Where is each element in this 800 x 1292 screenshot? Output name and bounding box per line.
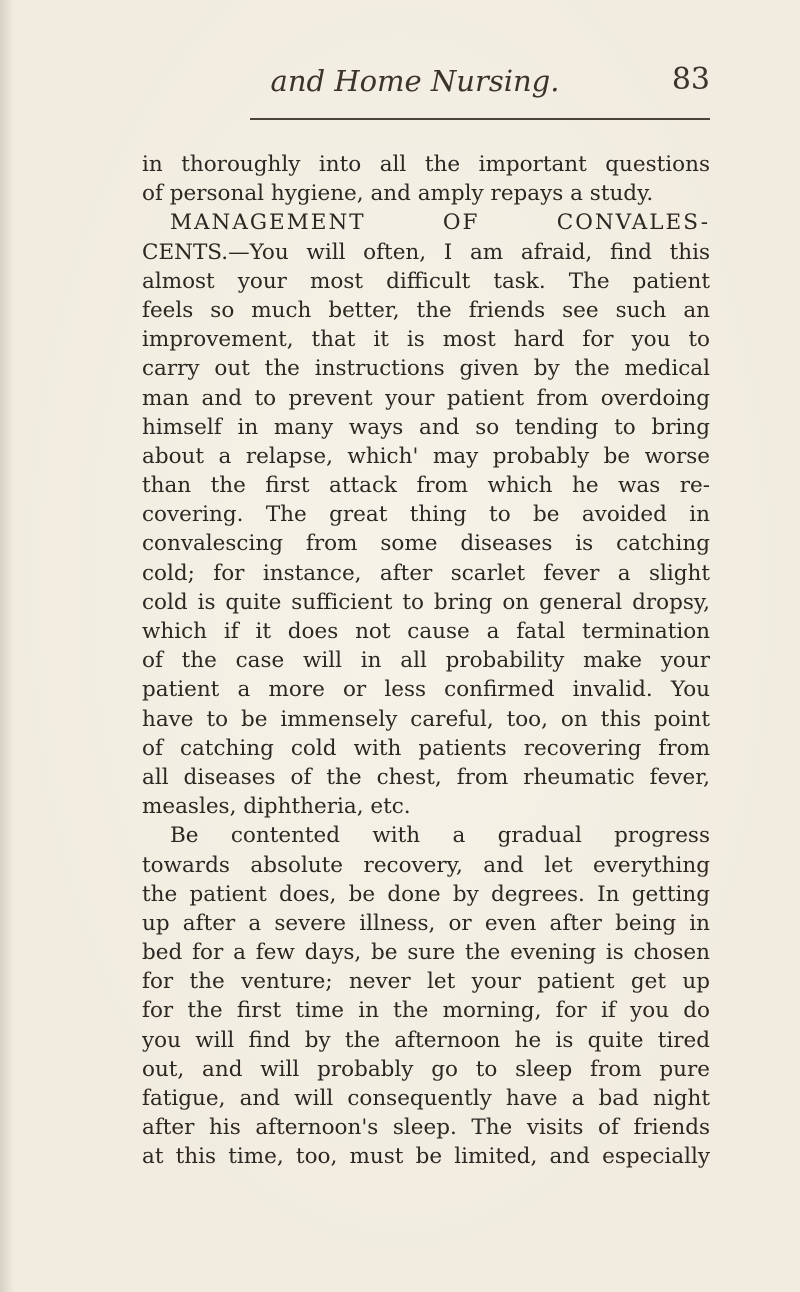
- text-line: improvement, that it is most hard for you to: [142, 327, 710, 353]
- text-line: the patient does, be done by degrees. In getting: [142, 881, 710, 907]
- text-line: himself in many ways and so tending to bring: [142, 414, 710, 440]
- text-line: of personal hygiene, and amply repays a study.: [142, 181, 654, 207]
- text-line: feels so much better, the friends see such an: [142, 297, 710, 323]
- text-line: fatigue, and will consequently have a bad night: [142, 1086, 710, 1111]
- running-head: [250, 58, 710, 108]
- text-line: covering. The great thing to be avoided in: [142, 502, 710, 528]
- text-line: towards absolute recovery, and let everything: [142, 852, 710, 878]
- header-rule: [250, 118, 710, 120]
- running-head-title: and Home Nursing.: [270, 64, 560, 98]
- text-line: Be contented with a gradual progress: [170, 823, 710, 849]
- page-number: 83: [671, 62, 710, 97]
- text-line: CENTS.—You will often, I am afraid, find this: [142, 239, 710, 265]
- text-line: than the first attack from which he was re-: [142, 473, 710, 499]
- text-line: measles, diphtheria, etc.: [142, 794, 411, 820]
- body-text: [142, 150, 710, 1172]
- text-line: after his afternoon's sleep. The visits of friends: [142, 1115, 710, 1141]
- text-line: bed for a few days, be sure the evening is chosen: [142, 940, 710, 966]
- text-line: cold is quite sufficient to bring on general dropsy,: [142, 589, 710, 615]
- text-line: man and to prevent your patient from overdoing: [142, 385, 710, 411]
- text-line: of the case will in all probability make your: [142, 648, 710, 674]
- text-line: all diseases of the chest, from rheumatic fever,: [142, 764, 710, 790]
- section-heading-line: MANAGEMENT OF CONVALES-: [170, 210, 710, 236]
- text-line: you will find by the afternoon he is quite tired: [142, 1027, 710, 1053]
- text-line: for the first time in the morning, for if you do: [142, 998, 710, 1024]
- text-line: carry out the instructions given by the medical: [142, 356, 710, 382]
- text-line: out, and will probably go to sleep from pure: [142, 1056, 710, 1082]
- text-line: almost your most difficult task. The patient: [142, 268, 710, 294]
- text-line: patient a more or less confirmed invalid. You: [142, 677, 710, 703]
- text-line: which if it does not cause a fatal termination: [142, 619, 710, 644]
- text-line: up after a severe illness, or even after being in: [142, 910, 710, 936]
- text-line: about a relapse, which' may probably be worse: [142, 443, 710, 469]
- text-line: convalescing from some diseases is catching: [142, 531, 710, 557]
- text-line: have to be immensely careful, too, on this point: [142, 706, 710, 732]
- text-line: cold; for instance, after scarlet fever a slight: [142, 560, 710, 586]
- text-line: for the venture; never let your patient get up: [142, 969, 710, 995]
- text-line: in thoroughly into all the important questions: [142, 152, 710, 177]
- text-line: of catching cold with patients recovering from: [142, 735, 710, 761]
- page-gutter-shadow: [0, 0, 14, 1292]
- text-line: at this time, too, must be limited, and especially: [142, 1144, 710, 1170]
